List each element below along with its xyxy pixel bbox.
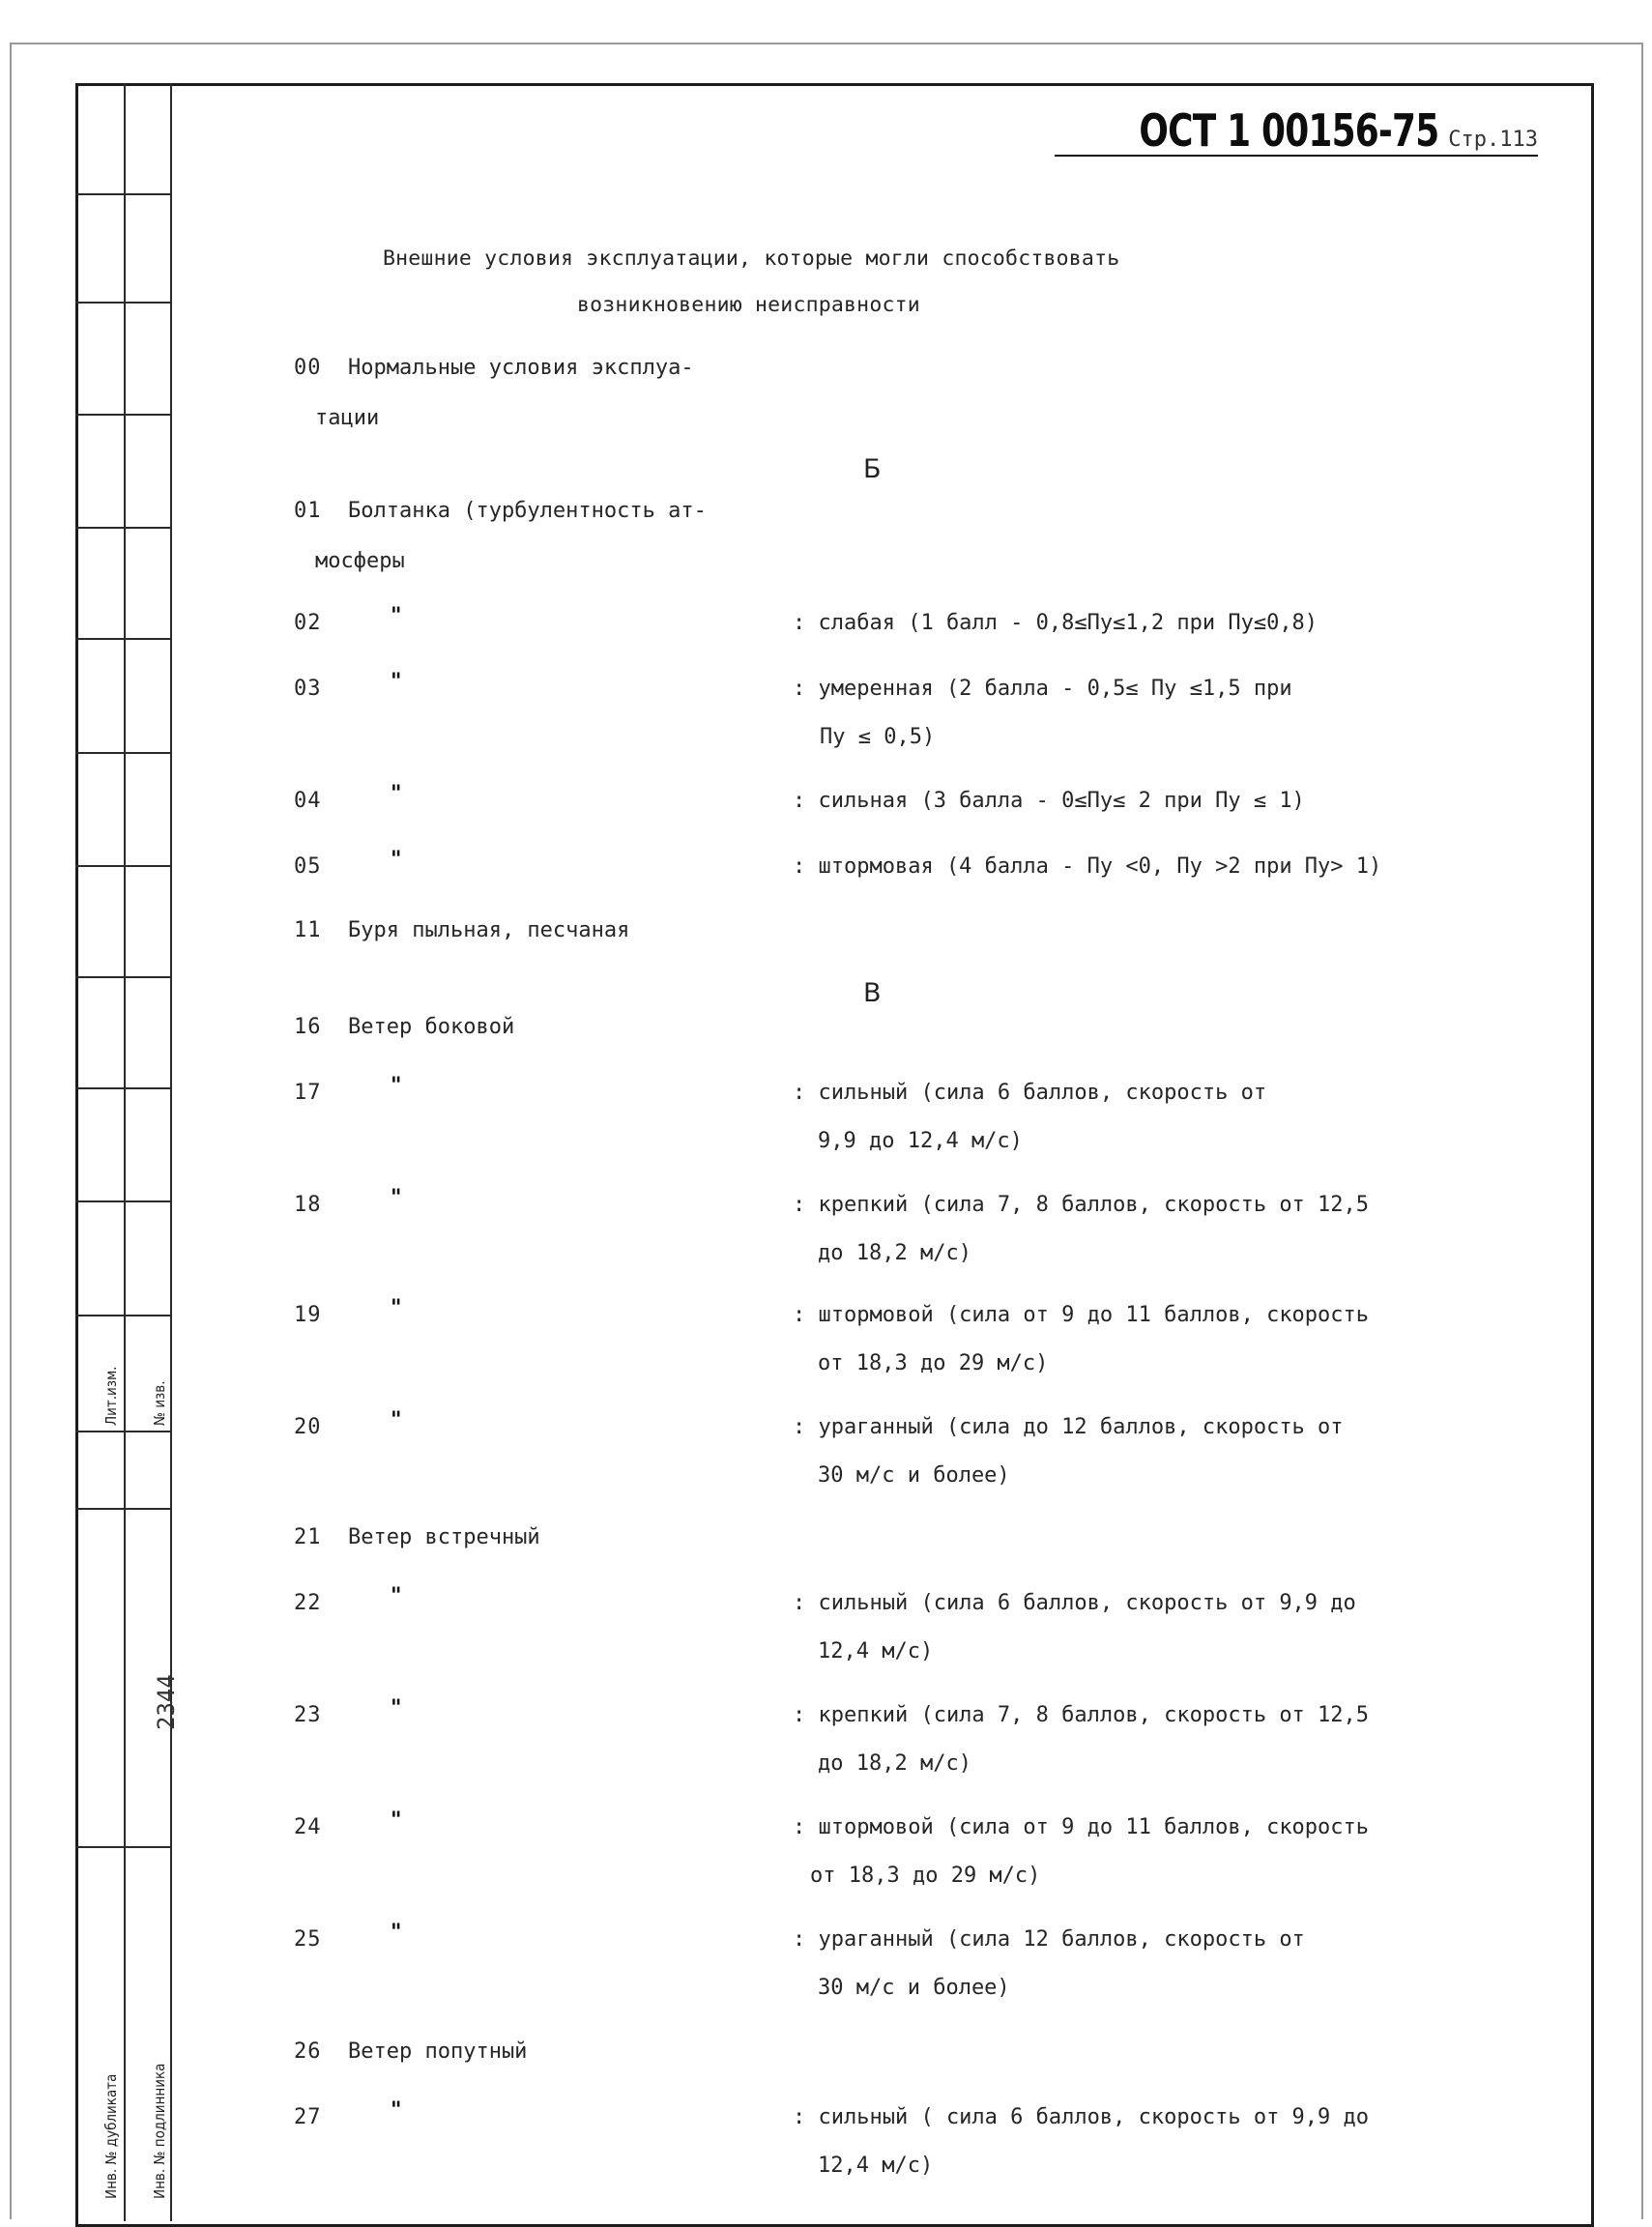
stamp-row-line xyxy=(75,1846,172,1848)
entry-description: 30 м/с и более) xyxy=(818,1976,1010,2000)
ditto-mark: " xyxy=(391,603,402,628)
entry-description: до 18,2 м/с) xyxy=(818,1751,971,1776)
entry-label: Буря пыльная, песчаная xyxy=(348,918,630,942)
entry-description: Пу ≤ 0,5) xyxy=(820,725,936,749)
entry-label: Болтанка (турбулентность ат- xyxy=(348,499,707,523)
entry-code: 20 xyxy=(294,1415,322,1439)
entry-code: 22 xyxy=(294,1591,322,1615)
stamp-row-line xyxy=(75,527,172,529)
entry-code: 11 xyxy=(294,918,322,942)
entry-code: 03 xyxy=(294,677,322,701)
stamp-row-line xyxy=(75,752,172,754)
ditto-mark: " xyxy=(391,669,402,694)
entry-label: Ветер попутный xyxy=(348,2039,528,2064)
entry-code: 26 xyxy=(294,2039,322,2064)
entry-description: : сильный (сила 6 баллов, скорость от xyxy=(793,1081,1267,1105)
entry-description: 12,4 м/с) xyxy=(818,1639,934,1663)
entry-description: : слабая (1 балл - 0,8≤Пу≤1,2 при Пу≤0,8) xyxy=(793,611,1319,635)
document-header xyxy=(1055,104,1538,157)
stamp-column-divider xyxy=(124,83,126,2221)
entry-label: Ветер встречный xyxy=(348,1525,540,1549)
entry-code: 21 xyxy=(294,1525,322,1549)
entry-description: : сильный (сила 6 баллов, скорость от 9,9 до xyxy=(793,1591,1356,1615)
entry-label: Ветер боковой xyxy=(348,1015,515,1039)
entry-description: до 18,2 м/с) xyxy=(818,1241,971,1265)
entry-code: 00 xyxy=(294,356,322,380)
ditto-mark: " xyxy=(391,1185,402,1210)
stamp-inv-dublikata-value: 2344 xyxy=(153,1674,180,1730)
page-title-line-2: возникновению неисправности xyxy=(577,293,920,317)
page-label: Стр. xyxy=(1448,128,1500,152)
entry-description: : штормовая (4 балла - Пу <0, Пу >2 при Пу> 1) xyxy=(793,854,1382,879)
section-letter-b: Б xyxy=(863,454,882,484)
entry-code: 27 xyxy=(294,2105,322,2129)
stamp-row-line xyxy=(75,193,172,195)
entry-description: : штормовой (сила от 9 до 11 баллов, скорость xyxy=(793,1303,1370,1327)
ditto-mark: " xyxy=(391,1808,402,1833)
stamp-row-line xyxy=(75,865,172,867)
entry-code: 17 xyxy=(294,1081,322,1105)
stamp-row-line xyxy=(75,976,172,978)
entry-code: 23 xyxy=(294,1703,322,1727)
entry-description: : штормовой (сила от 9 до 11 баллов, скорость xyxy=(793,1815,1370,1839)
entry-description: : сильный ( сила 6 баллов, скорость от 9,9 до xyxy=(793,2105,1370,2129)
stamp-inv-podlinnika: Инв. № подлинника xyxy=(151,2063,168,2199)
stamp-row-line xyxy=(75,1200,172,1202)
entry-code: 24 xyxy=(294,1815,322,1839)
entry-label: Нормальные условия эксплуа- xyxy=(348,356,694,380)
stamp-row-line xyxy=(75,638,172,640)
document-code: ОСТ 1 00156-75 xyxy=(1139,104,1439,157)
ditto-mark: " xyxy=(391,1695,402,1721)
page-frame xyxy=(75,83,1594,2227)
stamp-row-line xyxy=(75,1315,172,1316)
ditto-mark: " xyxy=(391,1407,402,1432)
entry-description: : крепкий (сила 7, 8 баллов, скорость от 12,5 xyxy=(793,1193,1370,1217)
entry-description: от 18,3 до 29 м/с) xyxy=(810,1864,1041,1888)
stamp-inv-dublikata: Инв. № дубликата xyxy=(102,2073,120,2199)
entry-code: 19 xyxy=(294,1303,322,1327)
entry-description: от 18,3 до 29 м/с) xyxy=(818,1351,1049,1375)
ditto-mark: " xyxy=(391,847,402,872)
page-title-line-1: Внешние условия эксплуатации, которые могли способствовать xyxy=(383,246,1120,271)
stamp-row-line xyxy=(75,302,172,304)
entry-code: 05 xyxy=(294,854,322,879)
ditto-mark: " xyxy=(391,1295,402,1320)
ditto-mark: " xyxy=(391,1583,402,1608)
entry-description: : ураганный (сила 12 баллов, скорость от xyxy=(793,1927,1305,1952)
entry-code: 16 xyxy=(294,1015,322,1039)
ditto-mark: " xyxy=(391,1073,402,1098)
stamp-row-line xyxy=(75,1508,172,1510)
stamp-lit-izm: Лит.изм. xyxy=(102,1366,120,1426)
entry-code: 25 xyxy=(294,1927,322,1952)
stamp-no-izv: № изв. xyxy=(151,1380,168,1426)
entry-description: : умеренная (2 балла - 0,5≤ Пу ≤1,5 при xyxy=(793,677,1292,701)
entry-description: : крепкий (сила 7, 8 баллов, скорость от 12,5 xyxy=(793,1703,1370,1727)
entry-description: : ураганный (сила до 12 баллов, скорость от xyxy=(793,1415,1344,1439)
entry-label: тации xyxy=(315,406,380,430)
entry-code: 02 xyxy=(294,611,322,635)
entry-description: 12,4 м/с) xyxy=(818,2154,934,2178)
entry-description: 9,9 до 12,4 м/с) xyxy=(818,1129,1023,1153)
entry-label: мосферы xyxy=(315,549,405,573)
section-letter-v: В xyxy=(863,978,882,1008)
entry-description: : сильная (3 балла - 0≤Пу≤ 2 при Пу ≤ 1) xyxy=(793,789,1305,813)
ditto-mark: " xyxy=(391,2097,402,2123)
stamp-row-line xyxy=(75,1087,172,1089)
stamp-row-line xyxy=(75,1431,172,1432)
entry-description: 30 м/с и более) xyxy=(818,1463,1010,1488)
ditto-mark: " xyxy=(391,1920,402,1945)
stamp-column-divider xyxy=(170,83,172,2221)
entry-code: 18 xyxy=(294,1193,322,1217)
page-number: 113 xyxy=(1499,128,1538,152)
ditto-mark: " xyxy=(391,781,402,806)
entry-code: 04 xyxy=(294,789,322,813)
stamp-row-line xyxy=(75,414,172,416)
entry-code: 01 xyxy=(294,499,322,523)
